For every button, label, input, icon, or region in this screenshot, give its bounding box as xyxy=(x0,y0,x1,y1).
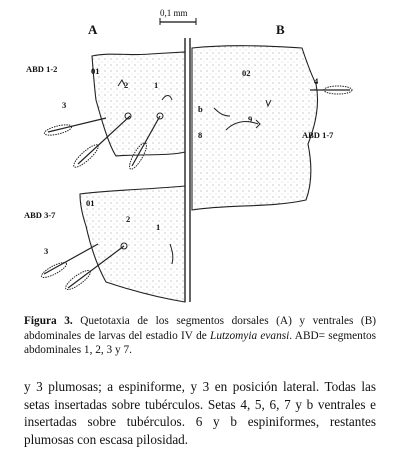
seta-2-label: 2 xyxy=(124,80,129,90)
figure-3 xyxy=(20,4,380,308)
caption-label: Figura 3. xyxy=(24,315,73,327)
scale-label: 0,1 mm xyxy=(160,8,188,18)
caption-text-1: Quetotaxia de los segmentos dorsales (A) y ventrales (B) abdominales de larvas del estadio IV de xyxy=(24,315,376,342)
body-paragraph: y 3 plumosas; a espiniforme, y 3 en posición lateral. Todas las setas insertadas sobre tubérculos. Setas 4, 5, 6, 7 y b ventrales e insertadas sobre tubérculos. 6 y b espiniformes, restantes plumosas con escasa pilosidad. xyxy=(24,379,376,447)
seta-2-lower-label: 2 xyxy=(126,214,131,224)
seta-9-label: 9 xyxy=(248,114,253,124)
abd-1-2-label: ABD 1-2 xyxy=(26,64,58,74)
figure-drawing xyxy=(20,4,380,308)
figure-caption xyxy=(24,314,376,358)
segment-abd-1-7 xyxy=(192,46,318,210)
abd-1-7-label: ABD 1-7 xyxy=(302,130,334,140)
seta-3-label: 3 xyxy=(62,100,67,110)
panel-b-label: B xyxy=(276,22,285,37)
abd-3-7-label: ABD 3-7 xyxy=(24,210,56,220)
seta-1-lower-label: 1 xyxy=(156,222,161,232)
seta-01-label: 01 xyxy=(91,66,100,76)
panel-a-label: A xyxy=(88,22,98,37)
seta-1-label: 1 xyxy=(154,80,159,90)
seta-b-label: b xyxy=(198,104,203,114)
segment-abd-3-7 xyxy=(80,186,185,302)
caption-species: Lutzomyia evansi xyxy=(210,329,290,342)
segment-abd-1-2 xyxy=(92,52,185,156)
seta-02-label: 02 xyxy=(242,68,251,78)
seta-4-label: 4 xyxy=(314,76,319,86)
caption-text-2: . ABD= segmentos abdominales 1, 2, 3 y 7. xyxy=(24,329,377,356)
seta-01-lower-label: 01 xyxy=(86,198,95,208)
seta-8-label: 8 xyxy=(198,130,203,140)
seta-3-lower-label: 3 xyxy=(44,246,49,256)
